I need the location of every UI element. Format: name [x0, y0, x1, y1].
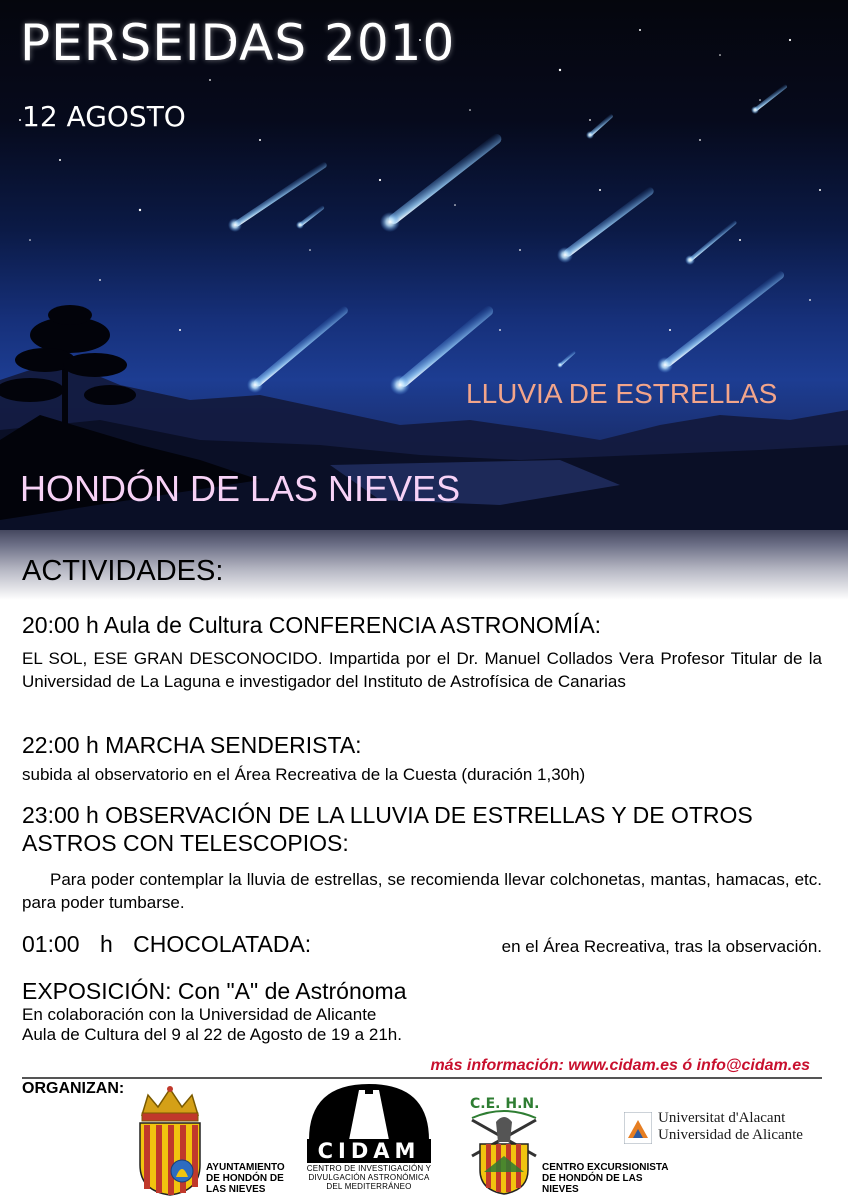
activities-section [22, 555, 822, 1044]
meteors [225, 82, 789, 399]
poster-title: PERSEIDAS 2010 [20, 14, 456, 72]
ayuntamiento-caption: AYUNTAMIENTO DE HONDÓN DE LAS NIEVES [206, 1162, 285, 1195]
exhibition-line-1: En colaboración con la Universidad de Alicante [22, 1005, 377, 1024]
meteor-caption: LLUVIA DE ESTRELLAS [466, 378, 778, 409]
event-location: HONDÓN DE LAS NIEVES [20, 468, 461, 509]
activity-1-heading: 20:00 h Aula de Cultura CONFERENCIA ASTRONOMÍA: [22, 612, 602, 638]
exhibition-description [22, 1005, 402, 1045]
stars [19, 29, 821, 331]
activity-3-description: Para poder contemplar la lluvia de estrellas, se recomienda llevar colchonetas, mantas, hamacas, etc. para poder tumbarse. [22, 870, 822, 912]
activity-4 [22, 930, 822, 958]
cidam-caption: CENTRO DE INVESTIGACIÓN Y DIVULGACIÓN ASTRONÓMICA DEL MEDITERRÁNEO [306, 1164, 432, 1191]
university-name: Universitat d'Alacant Universidad de Alicante [658, 1110, 803, 1143]
activity-3-heading: 23:00 h OBSERVACIÓN DE LA LLUVIA DE ESTRELLAS Y DE OTROS ASTROS CON TELESCOPIOS: [22, 802, 753, 856]
excursion-club-emblem-icon [466, 1086, 542, 1196]
university-logo-icon [624, 1112, 652, 1144]
centro-excursionista-caption: CENTRO EXCURSIONISTA DE HONDÓN DE LAS NIEVES [542, 1162, 669, 1195]
event-date: 12 AGOSTO [22, 100, 186, 133]
exhibition-heading: EXPOSICIÓN: Con "A" de Astrónoma [22, 978, 407, 1004]
activity-1-description: EL SOL, ESE GRAN DESCONOCIDO. Impartida por el Dr. Manuel Collados Vera Profesor Titular de la Universidad de La Laguna e investigador del Instituto de Astrofísica de Canarias [22, 649, 822, 691]
activities-heading: ACTIVIDADES: [22, 555, 224, 587]
exhibition-line-2: Aula de Cultura del 9 al 22 de Agosto de 19 a 21h. [22, 1025, 402, 1044]
coat-of-arms-icon [134, 1085, 206, 1197]
divider [22, 1077, 822, 1079]
ce-letters: C.E. H.N. [470, 1096, 540, 1112]
more-info-link[interactable]: más información: www.cidam.es ó info@cidam.es [430, 1057, 810, 1074]
observatory-dome-icon [305, 1082, 433, 1140]
activity-4-description: en el Área Recreativa, tras la observación. [501, 937, 822, 956]
organizers-label: ORGANIZAN: [22, 1080, 125, 1097]
activity-2-description: subida al observatorio en el Área Recreativa de la Cuesta (duración 1,30h) [22, 765, 586, 784]
activity-4-heading: 01:00 h CHOCOLATADA: [22, 931, 312, 957]
activity-2-heading: 22:00 h MARCHA SENDERISTA: [22, 732, 362, 758]
cidam-logo-text: CIDAM [307, 1139, 431, 1163]
